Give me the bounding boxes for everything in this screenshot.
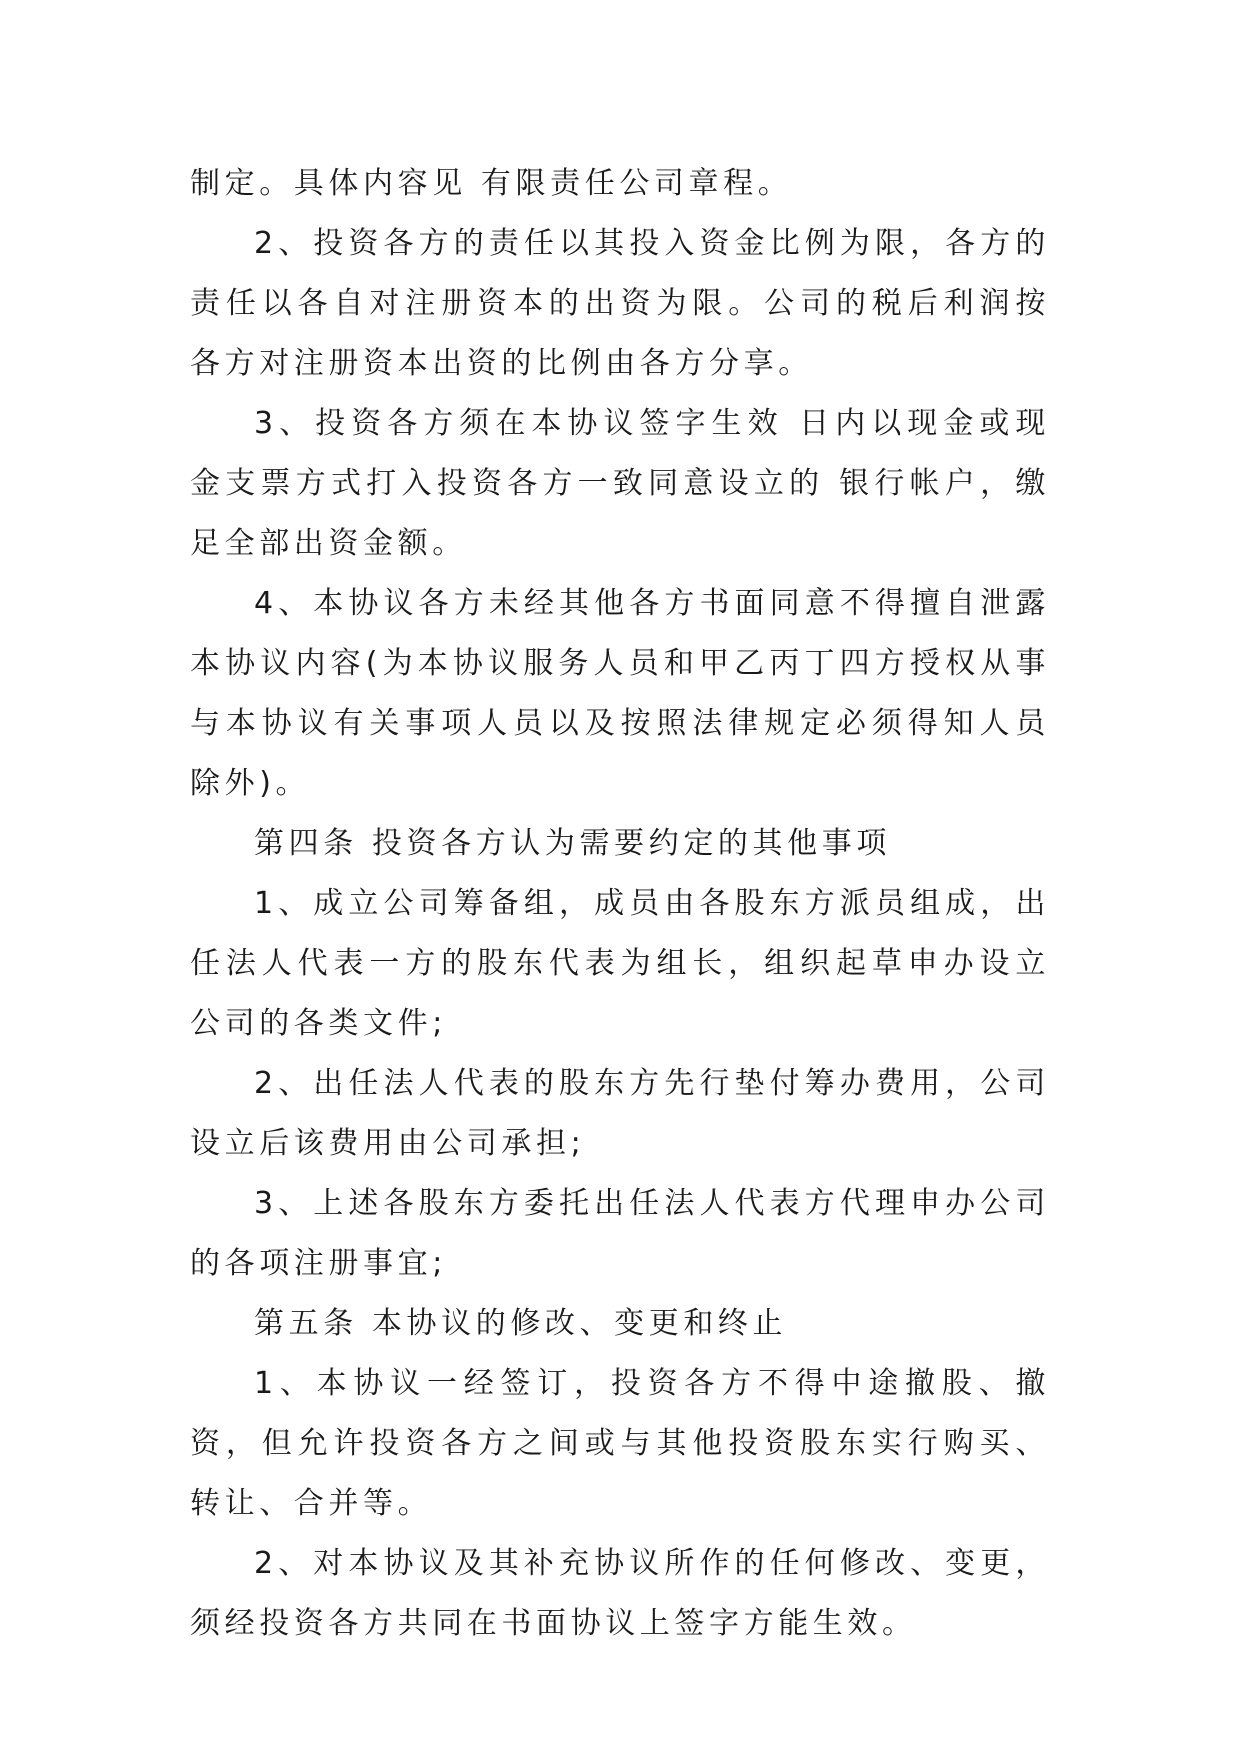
paragraph-continuation: 制定。具体内容见 有限责任公司章程。 — [190, 166, 793, 201]
article-5-heading: 第五条 本协议的修改、变更和终止 — [254, 1306, 788, 1341]
paragraph-article-5-item-2: 2、对本协议及其补充协议所作的任何修改、变更，须经投资各方共同在书面协议上签字方能生效。 — [190, 1546, 1050, 1641]
paragraph-article-4-item-3: 3、上述各股东方委托出任法人代表方代理申办公司的各项注册事宜; — [190, 1186, 1050, 1281]
paragraph-article-4-item-1: 1、成立公司筹备组，成员由各股东方派员组成，出任法人代表一方的股东代表为组长，组织起草申办设立公司的各类文件; — [190, 886, 1050, 1041]
document-body — [190, 154, 1050, 1654]
article-4-heading: 第四条 投资各方认为需要约定的其他事项 — [254, 826, 891, 861]
paragraph-clause-3-payment: 3、投资各方须在本协议签字生效 日内以现金或现金支票方式打入投资各方一致同意设立的 银行帐户，缴足全部出资金额。 — [190, 406, 1050, 561]
paragraph-clause-2-liability: 2、投资各方的责任以其投入资金比例为限，各方的责任以各自对注册资本的出资为限。公司的税后利润按各方对注册资本出资的比例由各方分享。 — [190, 226, 1050, 381]
paragraph-clause-4-confidentiality: 4、本协议各方未经其他各方书面同意不得擅自泄露本协议内容(为本协议服务人员和甲乙丙丁四方授权从事与本协议有关事项人员以及按照法律规定必须得知人员除外)。 — [190, 586, 1050, 801]
paragraph-article-4-item-2: 2、出任法人代表的股东方先行垫付筹办费用，公司设立后该费用由公司承担; — [190, 1066, 1050, 1161]
paragraph-article-5-item-1: 1、本协议一经签订，投资各方不得中途撤股、撤资，但允许投资各方之间或与其他投资股东实行购买、转让、合并等。 — [190, 1366, 1050, 1521]
